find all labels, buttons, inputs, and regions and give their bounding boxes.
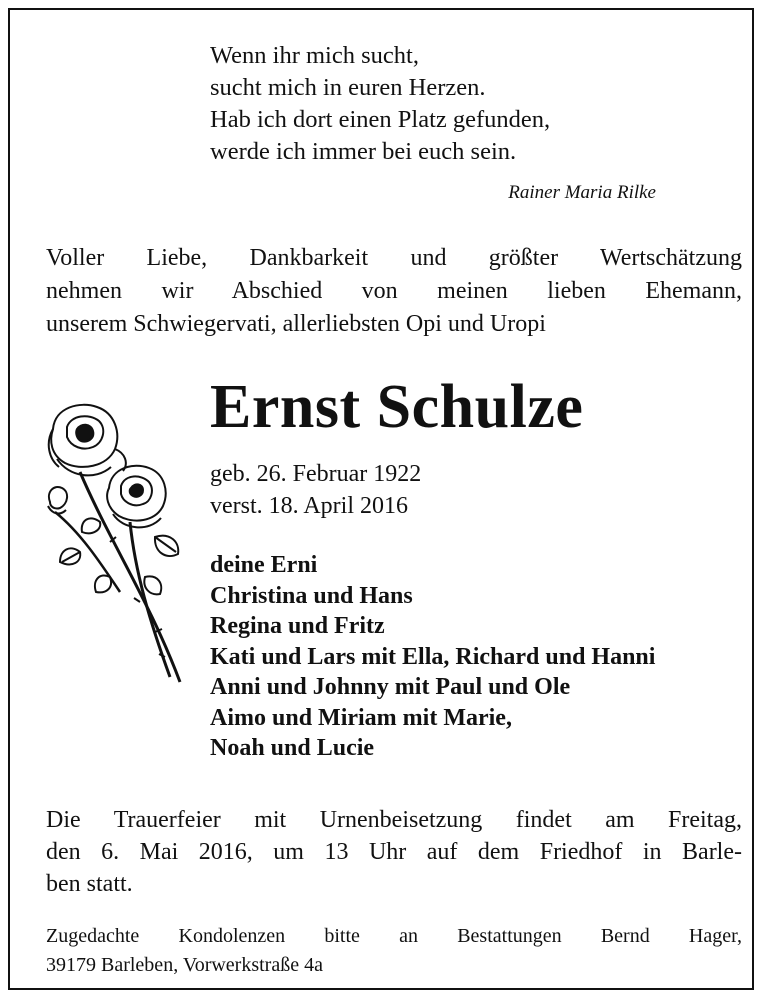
family-line: Aimo und Miriam mit Marie,: [210, 704, 512, 731]
family-list: [210, 550, 655, 764]
family-line: deine Erni: [210, 552, 318, 578]
poem-author: Rainer Maria Rilke: [508, 182, 656, 203]
intro-text: [46, 242, 742, 341]
family-line: Kati und Lars mit Ella, Richard und Hanni: [210, 643, 656, 670]
family-line: Anni und Johnny mit Paul und Ole: [210, 674, 571, 700]
intro-line: Voller Liebe, Dankbarkeit und größter Wertschätzung: [46, 245, 742, 271]
birth-date: geb. 26. Februar 1922: [210, 461, 422, 487]
funeral-line: ben statt.: [46, 871, 133, 897]
poem-line: werde ich immer bei euch sein.: [210, 138, 517, 165]
poem: [210, 40, 550, 168]
funeral-line: den 6. Mai 2016, um 13 Uhr auf dem Friedhof in Barle-: [46, 839, 742, 865]
death-date: verst. 18. April 2016: [210, 493, 408, 519]
intro-line: unserem Schwiegervati, allerliebsten Opi und Uropi: [46, 311, 546, 337]
funeral-line: Die Trauerfeier mit Urnenbeisetzung findet am Freitag,: [46, 807, 742, 833]
condolence-line: 39179 Barleben, Vorwerkstraße 4a: [46, 954, 323, 976]
funeral-notice: [46, 804, 742, 900]
family-line: Regina und Fritz: [210, 613, 385, 639]
condolence-line: Zugedachte Kondolenzen bitte an Bestattungen Bernd Hager,: [46, 925, 742, 947]
condolence-notice: [46, 922, 742, 980]
poem-line: sucht mich in euren Herzen.: [210, 74, 486, 101]
poem-line: Hab ich dort einen Platz gefunden,: [210, 106, 551, 133]
obituary-frame: [8, 8, 754, 990]
rose-icon: [40, 402, 200, 702]
intro-line: nehmen wir Abschied von meinen lieben Ehemann,: [46, 278, 742, 304]
family-line: Christina und Hans: [210, 582, 413, 609]
family-line: Noah und Lucie: [210, 735, 375, 761]
life-dates: [210, 458, 421, 522]
poem-line: Wenn ihr mich sucht,: [210, 42, 419, 69]
deceased-name: Ernst Schulze: [210, 373, 584, 441]
